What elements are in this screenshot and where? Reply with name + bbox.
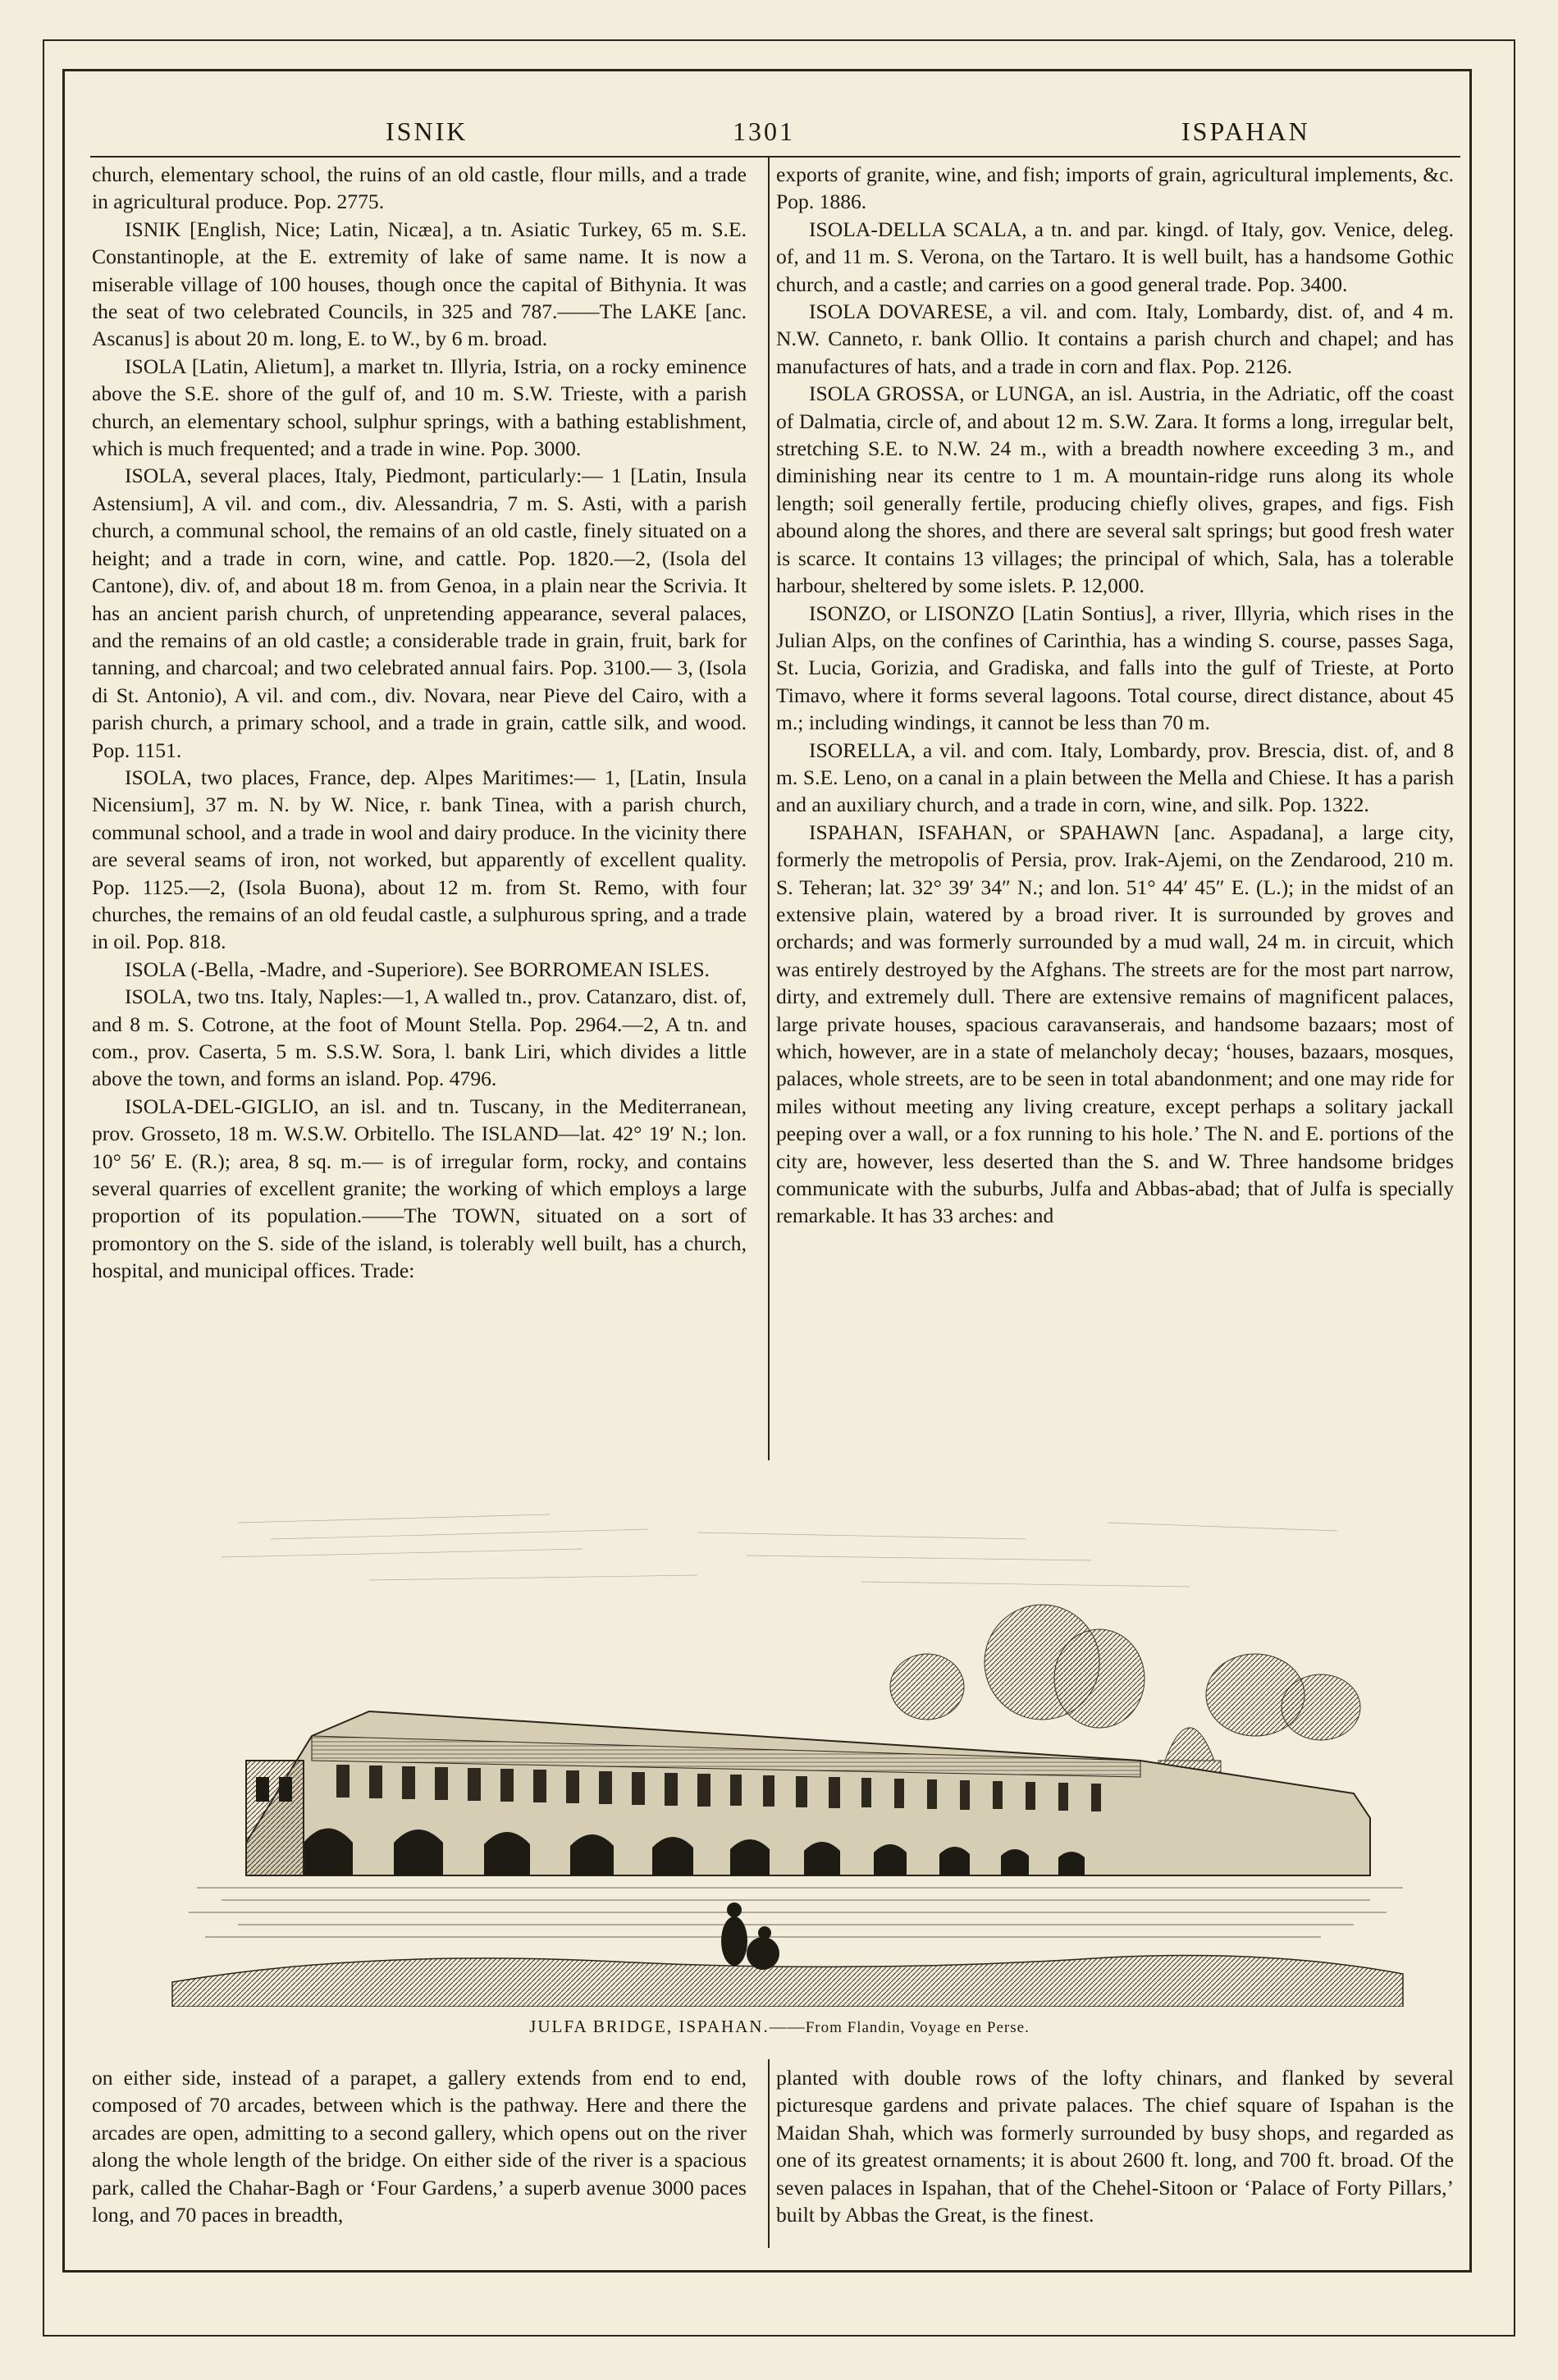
entry-paragraph: on either side, instead of a parapet, a gallery extends from end to end, composed of 70 arcades, between which is the pathway. Here and there the arcades are open, admitting to a second gallery, which opens out on the river along the whole length of the bridge. On either side of the river is a spacious park, called the Chahar-Bagh or ‘Four Gardens,’ a superb avenue 3000 paces long, and 70 paces in breadth, [92,2066,747,2227]
caption-title: JULFA BRIDGE, ISPAHAN. [529,2017,770,2036]
entry-paragraph: church, elementary school, the ruins of an old castle, flour mills, and a trade in agricultural produce. Pop. 2775. [92,162,747,214]
left-column-bottom [92,2064,747,2246]
entry-paragraph: ISOLA DOVARESE, a vil. and com. Italy, Lombardy, dist. of, and 4 m. N.W. Canneto, r. bank Ollio. It contains a parish church and chapel; and has manufactures of hats, and a trade in corn and flax. Pop. 2126. [776,299,1454,378]
left-guide-word: ISNIK [386,116,468,146]
entry-paragraph: planted with double rows of the lofty chinars, and flanked by several picturesque gardens and private palaces. The chief square of Ispahan is the Maidan Shah, which was formerly surrounded by busy shops, and regarded as one of its greatest ornaments; it is about 2600 ft. long, and 700 ft. broad. Of the seven palaces in Ispahan, that of the Chehel-Sitoon or ‘Palace of Forty Pillars,’ built by Abbas the Great, is the finest. [776,2066,1454,2227]
entry-paragraph: ISONZO, or LISONZO [Latin Sontius], a river, Illyria, which rises in the Julian Alps, on the confines of Carinthia, has a winding S. course, passes Saga, St. Lucia, Gorizia, and Gradiska, and falls into the gulf of Trieste, at Porto Timavo, where it forms several lagoons. Total course, direct distance, about 45 m.; including windings, it cannot be less than 70 m. [776,601,1454,735]
entry-paragraph: ISORELLA, a vil. and com. Italy, Lombardy, prov. Brescia, dist. of, and 8 m. S.E. Leno, on a canal in a plain between the Mella and Chiese. It has a parish and an auxiliary church, and a trade in corn, wine, and silk. Pop. 1322. [776,738,1454,817]
entry-paragraph: ISOLA, two tns. Italy, Naples:—1, A walled tn., prov. Catanzaro, dist. of, and 8 m. S. Cotrone, at the foot of Mount Stella. Pop. 2964.—2, A tn. and com., prov. Caserta, 5 m. S.S.W. Sora, l. bank Liri, which divides a little above the town, and forms an island. Pop. 4796. [92,984,747,1091]
entry-paragraph: ISNIK [English, Nice; Latin, Nicæa], a tn. Asiatic Turkey, 65 m. S.E. Constantinople, at the E. extremity of lake of same name. It is now a miserable village of 100 houses, though once the capital of Bithynia. It was the seat of two celebrated Councils, in 325 and 787.——The LAKE [anc. Ascanus] is about 20 m. long, E. to W., by 6 m. broad. [92,217,747,351]
entry-paragraph: ISOLA, several places, Italy, Piedmont, particularly:— 1 [Latin, Insula Astensium], A vil. and com., div. Alessandria, 7 m. S. Asti, with a parish church, a communal school, the remains of an old castle, finely situated on a height; and a trade in corn, wine, and cattle. Pop. 1820.—2, (Isola del Cantone), div. of, and about 18 m. from Genoa, in a plain near the Scrivia. It has an ancient parish church, of unpretending appearance, several palaces, and the remains of an old castle; a considerable trade in grain, fruit, bark for tanning, and charcoal; and two celebrated annual fairs. Pop. 3100.— 3, (Isola di St. Antonio), A vil. and com., div. Novara, near Pieve del Cairo, with a parish church, a primary school, and a trade in grain, cattle silk, and wood. Pop. 1151. [92,464,747,762]
right-guide-word: ISPAHAN [1181,116,1310,146]
column-divider-top [768,156,770,1460]
page-number: 1301 [733,116,795,146]
running-header [90,113,1452,153]
entry-paragraph: ISOLA [Latin, Alietum], a market tn. Illyria, Istria, on a rocky eminence above the S.E. shore of the gulf of, and 10 m. S.W. Trieste, with a parish church, an elementary school, sulphur springs, with a bathing establishment, which is much frequented; and a trade in wine. Pop. 3000. [92,354,747,461]
column-divider-bottom [768,2059,770,2248]
left-column-top [92,161,747,1462]
right-column-top [776,161,1454,1462]
julfa-bridge-engraving [123,1490,1436,2007]
caption-source: From Flandin, Voyage en Perse. [805,2019,1030,2036]
illustration-caption [123,2017,1436,2037]
entry-paragraph: ISOLA GROSSA, or LUNGA, an isl. Austria, in the Adriatic, off the coast of Dalmatia, circle of, and about 12 m. S.W. Zara. It forms a long, irregular belt, stretching S.E. to N.W. 24 m., with a breadth nowhere exceeding 3 m., and diminishing near its centre to 1 m. A mountain-ridge runs along its whole length; soil generally fertile, producing chiefly olives, grapes, and figs. Fish abound along the shores, and there are several salt springs; but good fresh water is scarce. It contains 13 villages; the principal of which, Sala, has a tolerable harbour, sheltered by some islets. P. 12,000. [776,381,1454,598]
header-rule [90,156,1460,158]
entry-paragraph: ISOLA-DELLA SCALA, a tn. and par. kingd. of Italy, gov. Venice, deleg. of, and 11 m. S. Verona, on the Tartaro. It is well built, has a handsome Gothic church, and a castle; and carries on a good general trade. Pop. 3400. [776,217,1454,296]
entry-paragraph: ISOLA-DEL-GIGLIO, an isl. and tn. Tuscany, in the Mediterranean, prov. Grosseto, 18 m. W.S.W. Orbitello. The ISLAND—lat. 42° 19′ N.; lon. 10° 56′ E. (R.); area, 8 sq. m.— is of irregular form, rocky, and contains several quarries of excellent granite; the working of which employs a large proportion of its population.——The TOWN, situated on a sort of promontory on the S. side of the island, is tolerably well built, has a church, hospital, and municipal offices. Trade: [92,1094,747,1283]
entry-paragraph: ISOLA, two places, France, dep. Alpes Maritimes:— 1, [Latin, Insula Nicensium], 37 m. N. by W. Nice, r. bank Tinea, with a parish church, communal school, and a trade in wool and dairy produce. In the vicinity there are several seams of iron, not worked, but apparently of excellent quality. Pop. 1125.—2, (Isola Buona), about 12 m. from St. Remo, with four churches, the remains of an old feudal castle, a sulphurous spring, and a trade in oil. Pop. 818. [92,765,747,954]
right-column-bottom [776,2064,1454,2246]
caption-dash: —— [769,2017,806,2036]
entry-paragraph: ISOLA (-Bella, -Madre, and -Superiore). See BORROMEAN ISLES. [125,957,710,981]
entry-paragraph: exports of granite, wine, and fish; imports of grain, agricultural implements, &c. Pop. 1886. [776,162,1454,214]
entry-paragraph: ISPAHAN, ISFAHAN, or SPAHAWN [anc. Aspadana], a large city, formerly the metropolis of Persia, prov. Irak-Ajemi, on the Zendarood, 210 m. S. Teheran; lat. 32° 39′ 34″ N.; and lon. 51° 44′ 45″ E. (L.); in the midst of an extensive plain, watered by a broad river. It is surrounded by groves and orchards; and was formerly surrounded by a mud wall, 24 m. in circuit, which was entirely destroyed by the Afghans. The streets are for the most part narrow, dirty, and extremely dull. There are extensive remains of magnificent palaces, large private houses, spacious caravanserais, and handsome bazaars; most of which, however, are in a state of melancholy decay; ‘houses, bazaars, mosques, palaces, whole streets, are to be seen in total abandonment; and one may ride for miles without meeting any living creature, except perhaps a solitary jackall peeping over a wall, or a fox running to his hole.’ The N. and E. portions of the city are, however, less deserted than the S. and W. Three handsome bridges communicate with the suburbs, Julfa and Abbas-abad; that of Julfa is specially remarkable. It has 33 arches: and [776,820,1454,1228]
